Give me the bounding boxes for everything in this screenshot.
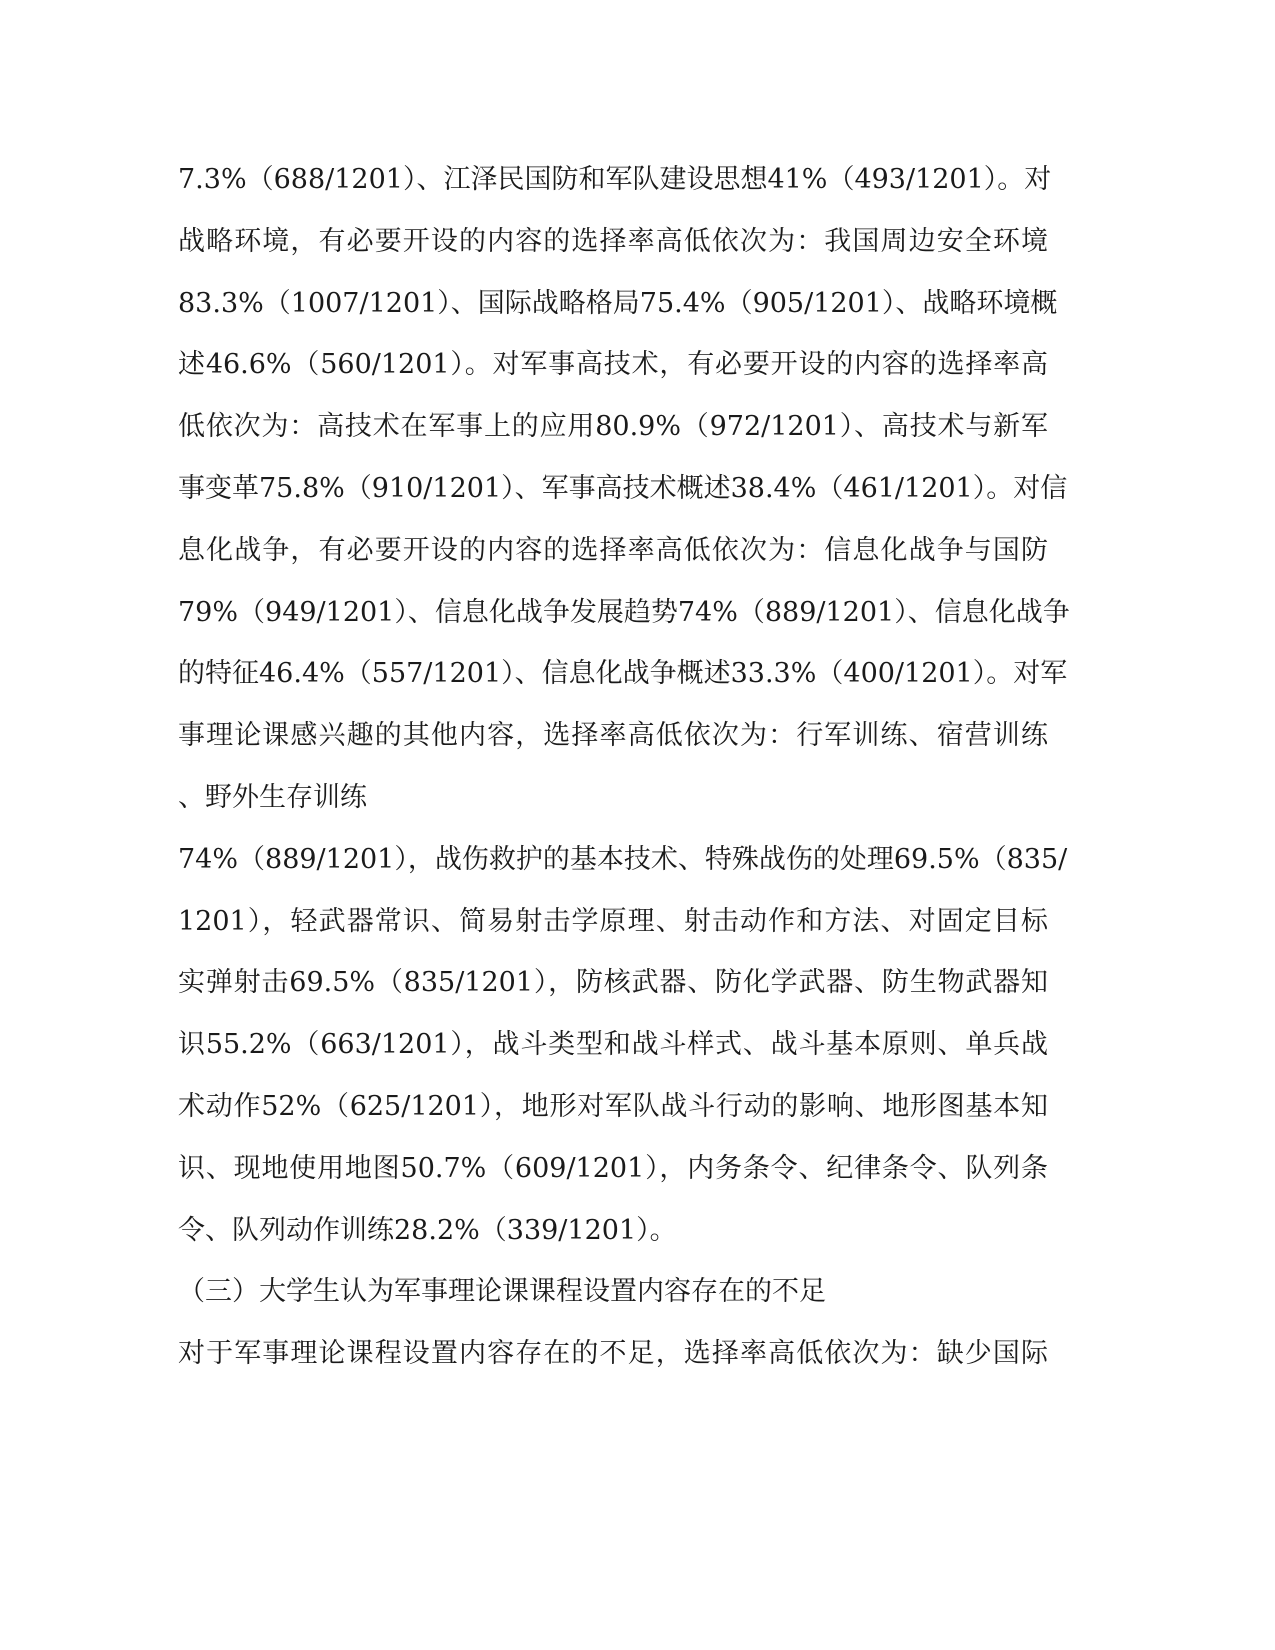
text-line: 的特征46.4%（557/1201）、信息化战争概述33.3%（400/1201）。对军 — [178, 658, 1068, 690]
text-line: 述46.6%（560/1201）。对军事高技术，有必要开设的内容的选择率高 — [178, 349, 1048, 381]
text-line: 事变革75.8%（910/1201）、军事高技术概述38.4%（461/1201）。对信 — [178, 472, 1068, 504]
body-text — [178, 158, 1070, 1394]
text-line: 实弹射击69.5%（835/1201），防核武器、防化学武器、防生物武器知 — [178, 967, 1048, 999]
text-line: 、野外生存训练 — [178, 781, 367, 813]
text-line: 事理论课感兴趣的其他内容，选择率高低依次为：行军训练、宿营训练 — [178, 720, 1048, 752]
text-line: 战略环境，有必要开设的内容的选择率高低依次为：我国周边安全环境 — [178, 225, 1048, 257]
text-line: 83.3%（1007/1201）、国际战略格局75.4%（905/1201）、战略环境概 — [178, 287, 1058, 319]
text-line: 识、现地使用地图50.7%（609/1201），内务条令、纪律条令、队列条 — [178, 1152, 1048, 1184]
text-line: 低依次为：高技术在军事上的应用80.9%（972/1201）、高技术与新军 — [178, 411, 1048, 443]
text-line: 息化战争，有必要开设的内容的选择率高低依次为：信息化战争与国防 — [178, 534, 1048, 566]
text-line: 1201），轻武器常识、简易射击学原理、射击动作和方法、对固定目标 — [178, 905, 1048, 937]
text-line: 术动作52%（625/1201），地形对军队战斗行动的影响、地形图基本知 — [178, 1090, 1048, 1122]
text-line: 令、队列动作训练28.2%（339/1201）。 — [178, 1214, 677, 1246]
section-heading: （三）大学生认为军事理论课课程设置内容存在的不足 — [178, 1276, 826, 1308]
text-line: 74%（889/1201），战伤救护的基本技术、特殊战伤的处理69.5%（835/ — [178, 843, 1068, 875]
text-line: 79%（949/1201）、信息化战争发展趋势74%（889/1201）、信息化战争 — [178, 596, 1070, 628]
text-line: 识55.2%（663/1201），战斗类型和战斗样式、战斗基本原则、单兵战 — [178, 1029, 1048, 1061]
text-line: 对于军事理论课程设置内容存在的不足，选择率高低依次为：缺少国际 — [178, 1338, 1048, 1370]
text-line: 7.3%（688/1201）、江泽民国防和军队建设思想41%（493/1201）。对 — [178, 164, 1052, 195]
